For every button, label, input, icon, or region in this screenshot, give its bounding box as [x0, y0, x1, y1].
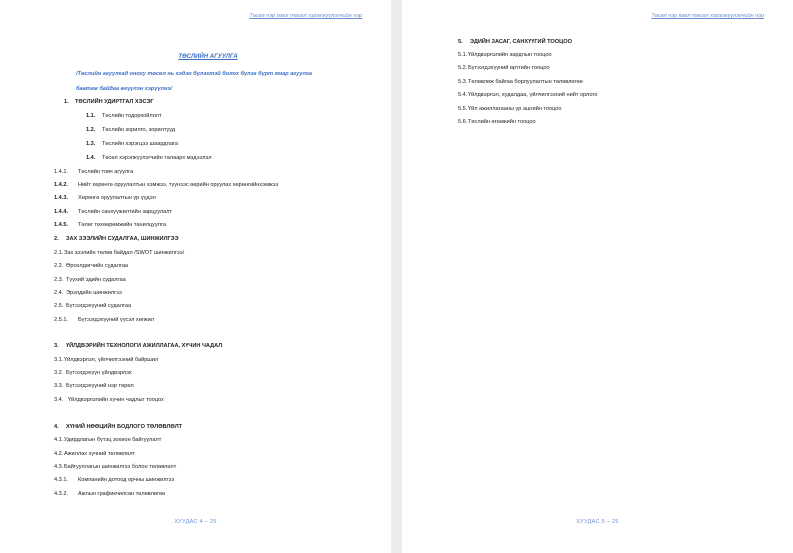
- page-header: Төсөл нэр хөөл төсөл хэрэгжүүлэгчийн нэр: [651, 13, 764, 19]
- toc-entry: 1.2. Төслийн зорилго, зорилтууд: [86, 127, 176, 133]
- toc-entry: 1.4.3. Хөрөнгө оруулалтын үр үүдэл: [54, 195, 156, 201]
- page-footer: ХУУДАС 4 – 25: [174, 519, 217, 525]
- page-footer: ХУУДАС 5 – 25: [576, 519, 619, 525]
- toc-entry: 1.4.5. Төлөг төхөөрөмжийн танилцуулга: [54, 222, 166, 228]
- toc-entry: 1.3. Төслийн хэрэгцээ шаардлага: [86, 141, 178, 147]
- toc-entry: 2.2. Өрсөлдөгчийн судалгаа: [54, 263, 129, 269]
- intro-line: баатаж байдаа өгүүлэн хэрүүлнэ/: [76, 86, 173, 92]
- document-page-left: [0, 0, 391, 553]
- toc-entry: 1.4. Төсөл хэрэгжүүлэгчийн талаарх мэдээлэл: [86, 155, 212, 161]
- toc-entry: 1.1. Төслийн тодорхойлолт: [86, 113, 162, 119]
- toc-entry: 2.1.Зах зээлийн төлөв байдал /SWOT шинжилгээ/: [54, 250, 185, 256]
- document-page-right: [402, 0, 793, 553]
- toc-entry: 5.6.Төслийн өгөөжийн тооцоо: [458, 119, 536, 125]
- toc-entry: 4.1.Удирдлагын бүтэц зохион байгуулалт: [54, 437, 162, 443]
- toc-entry: 2.5.1. Бүтээгдэхүүний үүсэл хөгжил: [54, 317, 155, 323]
- toc-entry: 4.2.Ажиллах хүчний төлөвлөлт: [54, 451, 136, 457]
- document-title: ТӨСЛИЙН АГУУЛГА: [178, 54, 238, 60]
- toc-entry: 2.5. Бүтээгдэхүүний судалгаа: [54, 303, 132, 309]
- toc-entry: 5.4.Үйлдвэрлэл, худалдаа, үйлчилгээний нийт орлого: [458, 92, 598, 98]
- toc-entry: 3.1.Үйлдвэрлэл, үйлчилгээний байршил: [54, 357, 159, 363]
- page-header: Төсөл нэр хөөл төсөл хэрэгжүүлэгчийн нэр: [249, 13, 362, 19]
- toc-entry: 1. ТӨСЛИЙН УДИРТГАЛ ХЭСЭГ: [64, 99, 154, 105]
- intro-line: /Төслийн агуулгад оноху төсөл нь хэдэн бүлэгтэй болох бүлэг бүрт ямар агуулга: [76, 71, 313, 77]
- toc-entry: 5.1.Үйлдвэрлэлийн зардлын тооцоо: [458, 52, 552, 58]
- toc-entry: 4. ХҮНИЙ НӨӨЦИЙН БОДЛОГО ТӨЛӨВЛӨЛТ: [54, 424, 183, 430]
- toc-entry: 1.4.4. Төслийн санхүүжилтийн зарцуулалт: [54, 209, 173, 215]
- toc-entry: 5.5.Үйл ажиллагааны ур ашгийн тооцоо: [458, 106, 562, 112]
- toc-entry: 5.2.Бүтээгдэхүүний өртгийн тооцоо: [458, 65, 550, 71]
- toc-entry: 2. ЗАХ ЗЭЭЛИЙН СУДАЛГАА, ШИНЖИЛГЭЭ: [54, 236, 179, 242]
- toc-entry: 5.3.Төлөвлөж байгаа борлуулалтын төлөвлөгөө: [458, 79, 583, 85]
- toc-entry: 4.3.2. Ажлын графикчилсан төлөвлөгөө: [54, 491, 166, 497]
- toc-entry: 1.4.1. Төслийн товч агуулга: [54, 169, 134, 175]
- toc-entry: 5. ЭДИЙН ЗАСАГ, САНХҮҮГИЙ ТООЦОО: [458, 39, 572, 45]
- toc-entry: 3.4. Үйлдвэрлэлийн хүчин чадлыг тооцох: [54, 397, 164, 403]
- toc-entry: 3. ҮЙЛДВЭРИЙН ТЕХНОЛОГИ АЖИЛЛАГАА, ХҮЧИН ЧАДАЛ: [54, 343, 223, 349]
- toc-entry: 3.2. Бүтээгдэхүүн үйлдвэрлэх: [54, 370, 132, 376]
- toc-entry: 3.3. Бүтээгдэхүүний нэр төрөл: [54, 383, 134, 389]
- toc-entry: 2.3. Түүхий эдийн судалгаа: [54, 277, 126, 283]
- toc-entry: 2.4. Эрэлдийн шинжилгээ: [54, 290, 122, 296]
- toc-entry: 4.3.1. Компанийн дотоод орчны шинжилгээ: [54, 477, 175, 483]
- toc-entry: 4.3.Байгууллагын шинжилгээ болон төлөвлөлт: [54, 464, 177, 470]
- toc-entry: 1.4.2. Нийт хөрөнгө оруулалтын хэмжээ, түүнээс өөрийн оруулах хөрөнгийнхэмжээ: [54, 182, 279, 188]
